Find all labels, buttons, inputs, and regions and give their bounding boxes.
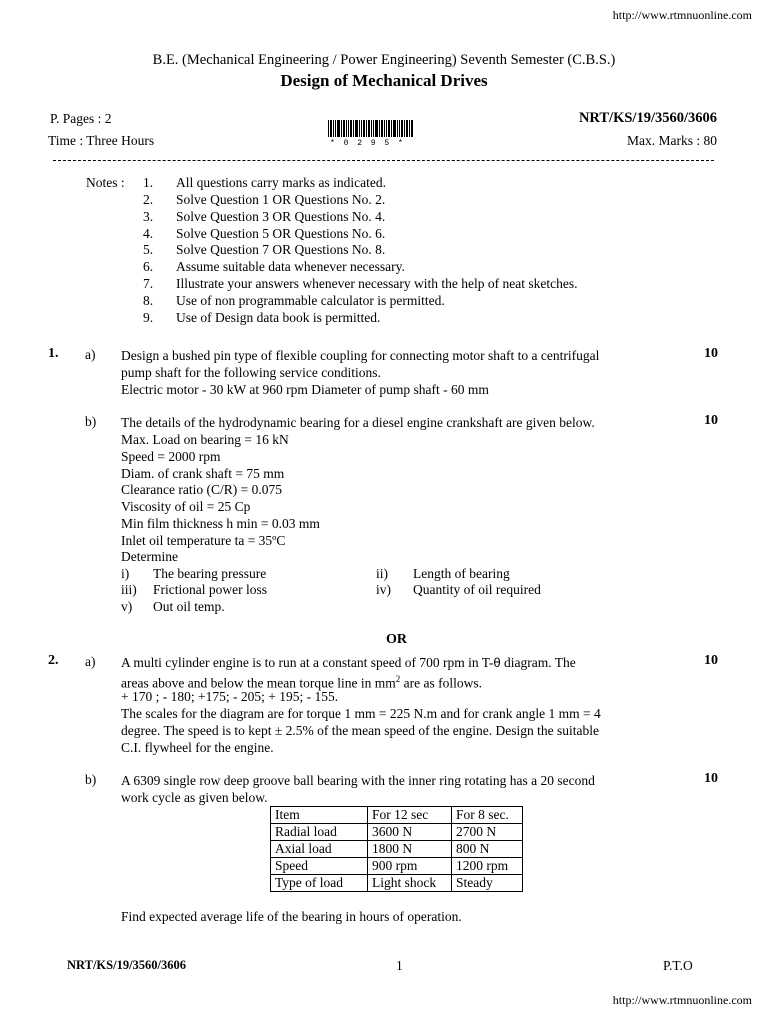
note-number: 5. bbox=[143, 242, 154, 257]
subpart-number: ii) bbox=[376, 566, 388, 581]
table-cell: For 8 sec. bbox=[452, 807, 523, 824]
note-text: Solve Question 5 OR Questions No. 6. bbox=[176, 226, 386, 241]
q1b-line: Viscosity of oil = 25 Cp bbox=[121, 499, 251, 514]
table-cell: For 12 sec bbox=[368, 807, 452, 824]
q2a-line1-pre: A multi cylinder engine is to run at a constant speed of 700 rpm in T- bbox=[121, 655, 494, 670]
superscript-2: 2 bbox=[395, 674, 401, 684]
subpart-number: iii) bbox=[121, 582, 137, 597]
time-allowed: Time : Three Hours bbox=[48, 133, 155, 148]
or-divider: OR bbox=[386, 632, 407, 647]
q1a-line: Electric motor - 30 kW at 960 rpm Diameter of pump shaft - 60 mm bbox=[121, 382, 489, 397]
q1b-line: The details of the hydrodynamic bearing for a diesel engine crankshaft are given below. bbox=[121, 415, 595, 430]
table-cell: 900 rpm bbox=[368, 858, 452, 875]
q1b-line: Min film thickness h min = 0.03 mm bbox=[121, 516, 320, 531]
note-text: Assume suitable data whenever necessary. bbox=[176, 259, 405, 274]
q1b-line: Max. Load on bearing = 16 kN bbox=[121, 432, 289, 447]
q2a-line2-pre: areas above and below the mean torque line in mm bbox=[121, 675, 396, 691]
q1a-line: Design a bushed pin type of flexible coupling for connecting motor shaft to a centrifugal bbox=[121, 348, 600, 363]
q2a-line: The scales for the diagram are for torque 1 mm = 225 N.m and for crank angle 1 mm = 4 bbox=[121, 706, 601, 721]
q2a-line: + 170 ; - 180; +175; - 205; + 195; - 155. bbox=[121, 689, 339, 704]
subpart-text: Frictional power loss bbox=[153, 582, 267, 597]
q1b-line: Clearance ratio (C/R) = 0.075 bbox=[121, 482, 282, 497]
pto-label: P.T.O bbox=[663, 958, 693, 973]
barcode-image bbox=[328, 120, 414, 137]
table-row bbox=[271, 824, 523, 841]
table-cell: 3600 N bbox=[368, 824, 452, 841]
q1a-line: pump shaft for the following service conditions. bbox=[121, 365, 381, 380]
part-label: a) bbox=[85, 347, 96, 362]
table-row bbox=[271, 858, 523, 875]
note-number: 1. bbox=[143, 175, 154, 190]
q1b-line: Speed = 2000 rpm bbox=[121, 449, 221, 464]
header-divider bbox=[53, 160, 714, 161]
note-text: Solve Question 3 OR Questions No. 4. bbox=[176, 209, 386, 224]
note-number: 3. bbox=[143, 209, 154, 224]
subpart-number: iv) bbox=[376, 582, 391, 597]
table-row bbox=[271, 875, 523, 892]
table-cell: 2700 N bbox=[452, 824, 523, 841]
table-cell: Radial load bbox=[271, 824, 368, 841]
note-number: 7. bbox=[143, 276, 154, 291]
q1b-line: Determine bbox=[121, 549, 178, 564]
q1b-line: Inlet oil temperature ta = 35ºC bbox=[121, 533, 286, 548]
q2a-line: degree. The speed is to kept ± 2.5% of the mean speed of the engine. Design the suitable bbox=[121, 723, 600, 738]
barcode-number: * 0 2 9 5 * bbox=[330, 139, 405, 148]
table-cell: Steady bbox=[452, 875, 523, 892]
note-number: 8. bbox=[143, 293, 154, 308]
q2b-line: A 6309 single row deep groove ball bearing with the inner ring rotating has a 20 second bbox=[121, 773, 595, 788]
note-text: Use of Design data book is permitted. bbox=[176, 310, 381, 325]
q1b-line: Diam. of crank shaft = 75 mm bbox=[121, 466, 285, 481]
max-marks: Max. Marks : 80 bbox=[627, 133, 717, 148]
subpart-text: Length of bearing bbox=[413, 566, 510, 581]
table-cell: Light shock bbox=[368, 875, 452, 892]
subpart-text: The bearing pressure bbox=[153, 566, 267, 581]
paper-code: NRT/KS/19/3560/3606 bbox=[578, 110, 717, 126]
question-number: 1. bbox=[48, 346, 59, 361]
page-count: P. Pages : 2 bbox=[50, 111, 112, 126]
table-cell: Item bbox=[271, 807, 368, 824]
note-text: Solve Question 7 OR Questions No. 8. bbox=[176, 242, 386, 257]
q2b-final-line: Find expected average life of the bearing in hours of operation. bbox=[121, 909, 462, 924]
table-cell: Speed bbox=[271, 858, 368, 875]
page-number: 1 bbox=[396, 958, 403, 973]
part-label: b) bbox=[85, 414, 97, 429]
table-cell: Axial load bbox=[271, 841, 368, 858]
part-label: b) bbox=[85, 772, 97, 787]
theta-symbol: θ bbox=[493, 656, 501, 670]
subpart-number: i) bbox=[121, 566, 130, 581]
note-number: 6. bbox=[143, 259, 154, 274]
note-number: 9. bbox=[143, 310, 154, 325]
marks: 10 bbox=[704, 413, 718, 428]
table-cell: 1800 N bbox=[368, 841, 452, 858]
note-number: 2. bbox=[143, 192, 154, 207]
subpart-text: Quantity of oil required bbox=[413, 582, 541, 597]
table-cell: 800 N bbox=[452, 841, 523, 858]
question-number: 2. bbox=[48, 653, 59, 668]
subpart-number: v) bbox=[121, 599, 133, 614]
q2a-line1-post: diagram. The bbox=[500, 655, 576, 670]
table-cell: Type of load bbox=[271, 875, 368, 892]
footer-url[interactable]: http://www.rtmnuonline.com bbox=[612, 993, 752, 1007]
footer-code: NRT/KS/19/3560/3606 bbox=[67, 958, 187, 972]
notes-label: Notes : bbox=[86, 175, 125, 190]
table-row bbox=[271, 807, 523, 824]
q2b-line: work cycle as given below. bbox=[121, 790, 268, 805]
subpart-text: Out oil temp. bbox=[153, 599, 225, 614]
q2a-line2-post: are as follows. bbox=[400, 675, 483, 691]
note-text: All questions carry marks as indicated. bbox=[176, 175, 386, 190]
part-label: a) bbox=[85, 654, 96, 669]
course-line: B.E. (Mechanical Engineering / Power Engineering) Seventh Semester (C.B.S.) bbox=[152, 52, 616, 68]
note-text: Solve Question 1 OR Questions No. 2. bbox=[176, 192, 386, 207]
table-row bbox=[271, 841, 523, 858]
q2a-line bbox=[121, 654, 576, 672]
note-text: Use of non programmable calculator is permitted. bbox=[176, 293, 445, 308]
marks: 10 bbox=[704, 771, 718, 786]
q2a-line: C.I. flywheel for the engine. bbox=[121, 740, 274, 755]
marks: 10 bbox=[704, 653, 718, 668]
paper-title: Design of Mechanical Drives bbox=[280, 71, 488, 90]
note-number: 4. bbox=[143, 226, 154, 241]
note-text: Illustrate your answers whenever necessary with the help of neat sketches. bbox=[176, 276, 578, 291]
table-cell: 1200 rpm bbox=[452, 858, 523, 875]
marks: 10 bbox=[704, 346, 718, 361]
work-cycle-table bbox=[270, 806, 523, 892]
header-url[interactable]: http://www.rtmnuonline.com bbox=[612, 8, 752, 22]
